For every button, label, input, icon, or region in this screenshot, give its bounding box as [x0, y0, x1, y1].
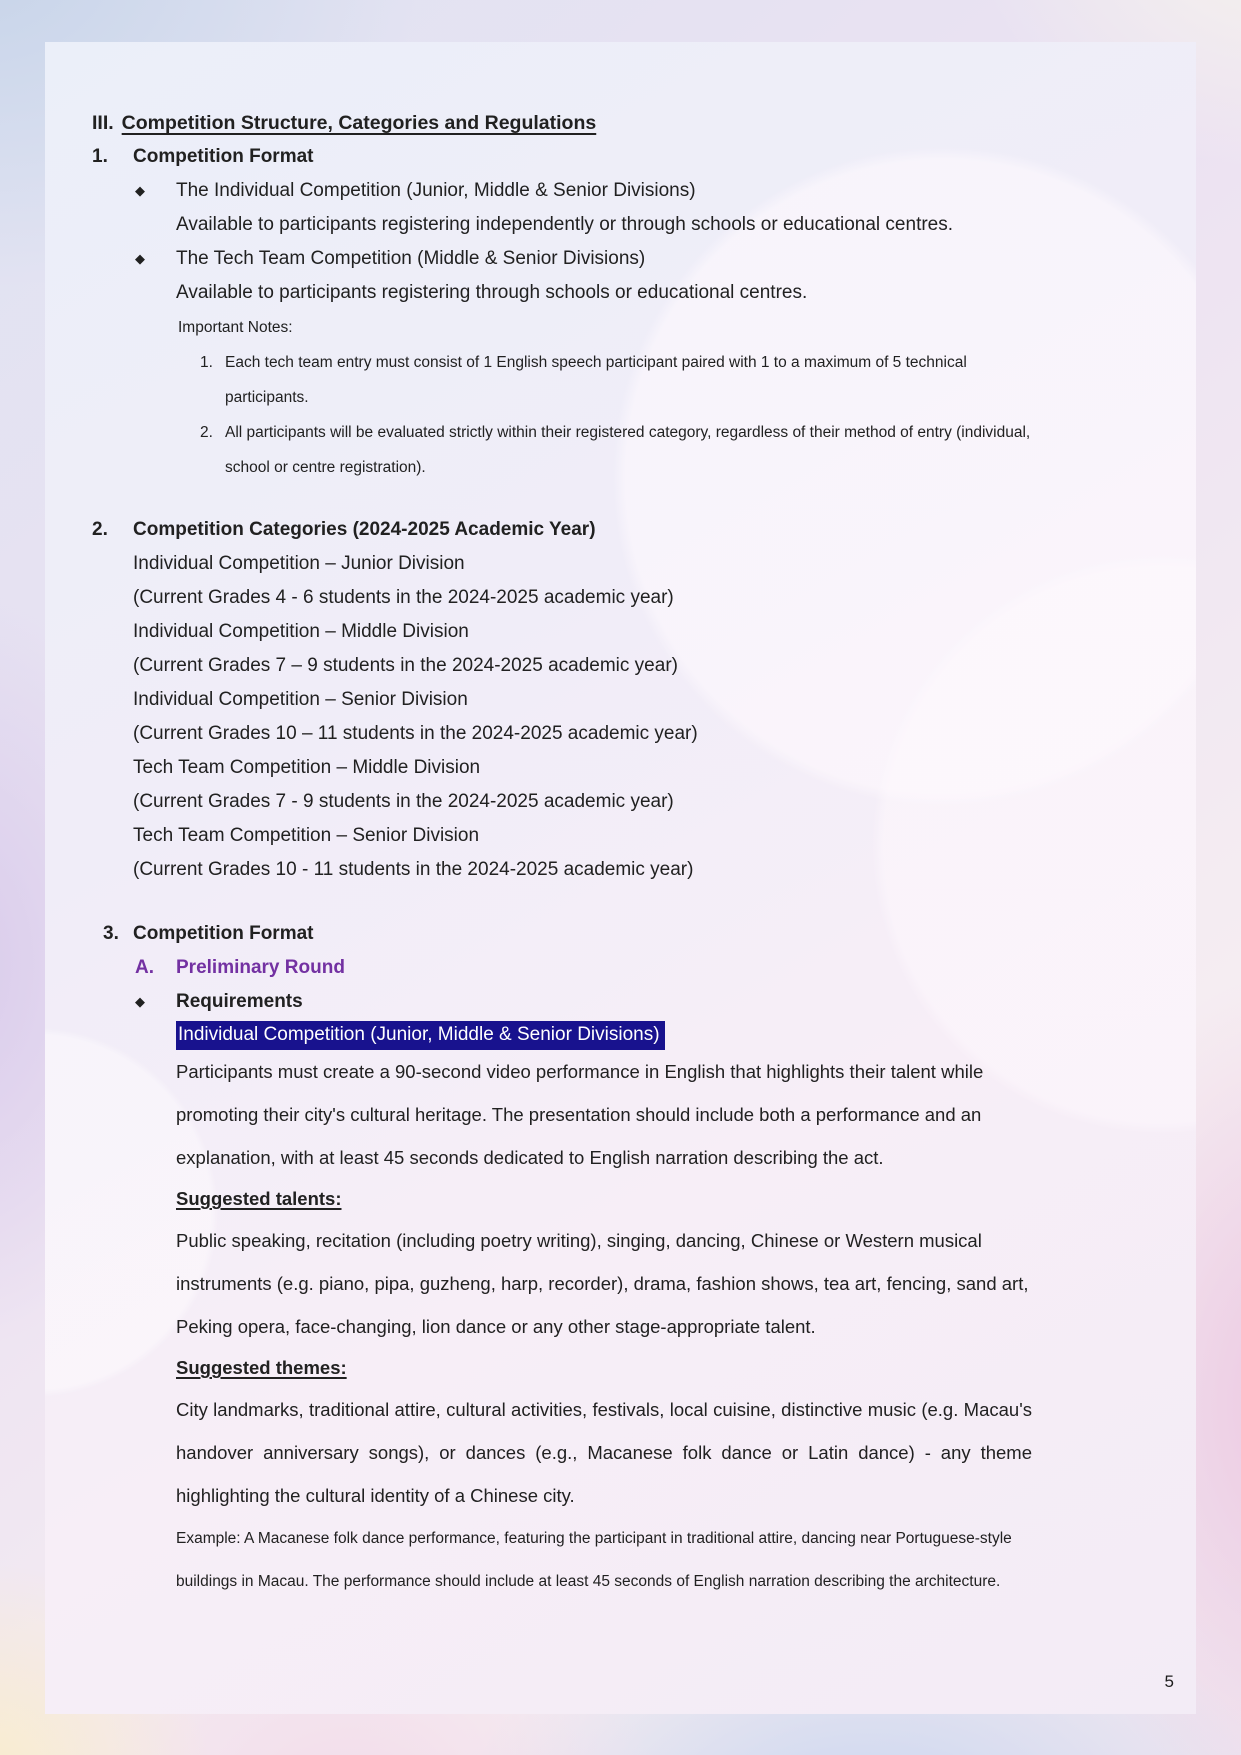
note-1-text: Each tech team entry must consist of 1 English speech participant paired with 1 to a maximum of 5 technical participants.: [225, 354, 967, 406]
item-2-title: Competition Categories (2024-2025 Academic Year): [133, 519, 596, 540]
subsection-a-title: Preliminary Round: [176, 957, 345, 978]
category-name: [133, 615, 1149, 649]
category-name: [133, 547, 1149, 581]
example-paragraph: Example: A Macanese folk dance performance, featuring the participant in traditional attire, dancing near Portuguese-style buildings in Macau. The performance should include at least 45 seconds of English narration describing the architecture.: [176, 1530, 1012, 1590]
category-name-text: Individual Competition – Middle Division: [133, 621, 469, 642]
bullet-tech-team-desc-text: Available to participants registering through schools or educational centres.: [176, 282, 808, 303]
subsection-a-label: A.: [135, 957, 154, 978]
suggested-talents-paragraph: Public speaking, recitation (including poetry writing), singing, dancing, Chinese or Western musical instruments (e.g. piano, pipa, guzheng, harp, recorder), drama, fashion shows, tea art, fencing, sand art, Peking opera, face-changing, lion dance or any other stage-appropriate talent.: [176, 1230, 1029, 1337]
bullet-individual-desc-text: Available to participants registering independently or through schools or educational centres.: [176, 214, 954, 235]
category-grades-text: (Current Grades 4 - 6 students in the 2024-2025 academic year): [133, 587, 674, 608]
bullet-individual-competition: [135, 174, 1149, 208]
diamond-bullet-icon: ◆: [135, 251, 145, 266]
note-1-number: 1.: [200, 354, 213, 371]
category-grades: [133, 853, 1149, 887]
item-1-number: 1.: [92, 146, 108, 167]
item-3-competition-format: [92, 917, 1149, 951]
item-2-competition-categories: [92, 513, 1149, 547]
document-content: [45, 42, 1149, 1603]
category-name-text: Individual Competition – Junior Division: [133, 553, 465, 574]
heading-title: Competition Structure, Categories and Regulations: [121, 112, 597, 134]
heading-numeral: III.: [92, 112, 114, 134]
category-name-text: Individual Competition – Senior Division: [133, 689, 468, 710]
suggested-talents-heading: [176, 1179, 1032, 1219]
item-1-title: Competition Format: [133, 146, 314, 167]
bullet-tech-team-desc: [176, 276, 1149, 310]
bullet-requirements: [135, 985, 1149, 1019]
note-1: [200, 345, 1045, 415]
category-grades: [133, 785, 1149, 819]
highlighted-line: [176, 1021, 1149, 1050]
category-grades-text: (Current Grades 7 - 9 students in the 2024-2025 academic year): [133, 791, 674, 812]
requirements-label: Requirements: [176, 991, 303, 1012]
bullet-individual-desc: [176, 208, 1149, 242]
highlighted-text: Individual Competition (Junior, Middle & Senior Divisions): [176, 1021, 665, 1050]
note-2: [200, 415, 1045, 485]
suggested-themes-heading: [176, 1348, 1032, 1388]
category-grades-text: (Current Grades 10 – 11 students in the 2024-2025 academic year): [133, 723, 698, 744]
important-notes-label: Important Notes:: [178, 319, 293, 336]
note-2-text: All participants will be evaluated strictly within their registered category, regardless of their method of entry (individual, school or centre registration).: [225, 424, 1031, 476]
document-page: [45, 42, 1196, 1714]
item-2-number: 2.: [92, 519, 108, 540]
section-heading: [92, 106, 1149, 140]
item-3-title: Competition Format: [133, 923, 314, 944]
item-1-competition-format: [92, 140, 1149, 174]
category-grades-text: (Current Grades 10 - 11 students in the 2024-2025 academic year): [133, 859, 694, 880]
category-grades: [133, 717, 1149, 751]
bullet-tech-team-competition: [135, 242, 1149, 276]
bullet-individual-title: The Individual Competition (Junior, Middle & Senior Divisions): [176, 180, 696, 201]
category-grades: [133, 649, 1149, 683]
diamond-bullet-icon: ◆: [135, 183, 145, 198]
category-grades-text: (Current Grades 7 – 9 students in the 2024-2025 academic year): [133, 655, 678, 676]
page-number: 5: [1164, 1672, 1174, 1691]
category-name: [133, 819, 1149, 853]
category-name: [133, 751, 1149, 785]
requirements-paragraph: Participants must create a 90-second video performance in English that highlights their talent while promoting their city's cultural heritage. The presentation should include both a performance and an explanation, with at least 45 seconds dedicated to English narration describing the act.: [176, 1061, 984, 1168]
category-name: [133, 683, 1149, 717]
category-name-text: Tech Team Competition – Middle Division: [133, 757, 481, 778]
category-name-text: Tech Team Competition – Senior Division: [133, 825, 480, 846]
note-2-number: 2.: [200, 424, 213, 441]
subsection-a-preliminary-round: [135, 951, 1149, 985]
suggested-themes-label: Suggested themes:: [176, 1357, 347, 1378]
suggested-themes-paragraph: City landmarks, traditional attire, cultural activities, festivals, local cuisine, distinctive music (e.g. Macau's handover anniversary songs), or dances (e.g., Macanese folk dance or Latin dance) - any theme highlighting the cultural identity of a Chinese city.: [176, 1399, 1032, 1506]
suggested-talents-label: Suggested talents:: [176, 1188, 342, 1209]
category-grades: [133, 581, 1149, 615]
bullet-tech-team-title: The Tech Team Competition (Middle & Senior Divisions): [176, 248, 646, 269]
item-3-number: 3.: [103, 923, 119, 944]
diamond-bullet-icon: ◆: [135, 994, 145, 1009]
